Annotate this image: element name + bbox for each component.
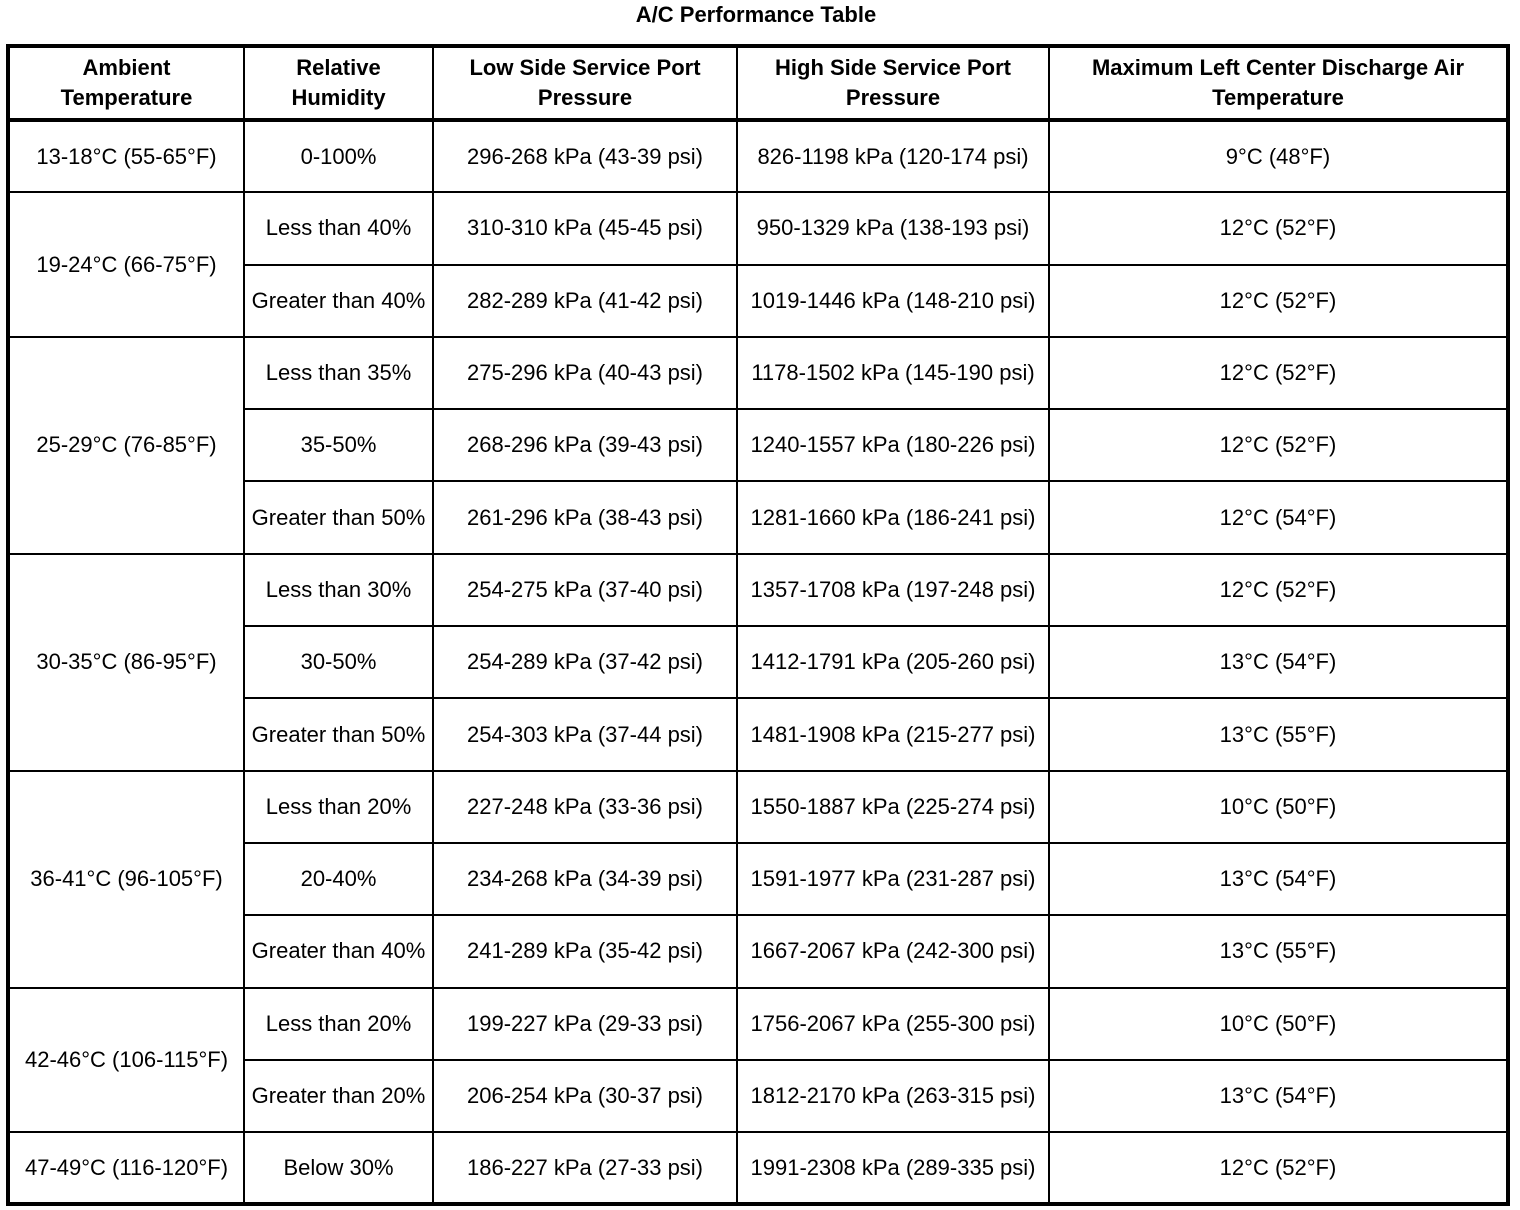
high-side-pressure-cell: 1357-1708 kPa (197-248 psi) — [737, 554, 1049, 626]
discharge-air-temperature-cell: 10°C (50°F) — [1049, 771, 1508, 843]
header-high-side-pressure: High Side Service Port Pressure — [737, 46, 1049, 120]
low-side-pressure-cell: 186-227 kPa (27-33 psi) — [433, 1132, 737, 1204]
relative-humidity-cell: Less than 35% — [244, 337, 433, 409]
discharge-air-temperature-cell: 12°C (52°F) — [1049, 192, 1508, 264]
low-side-pressure-cell: 227-248 kPa (33-36 psi) — [433, 771, 737, 843]
low-side-pressure-cell: 199-227 kPa (29-33 psi) — [433, 988, 737, 1060]
low-side-pressure-cell: 282-289 kPa (41-42 psi) — [433, 265, 737, 337]
low-side-pressure-cell: 241-289 kPa (35-42 psi) — [433, 915, 737, 987]
relative-humidity-cell: Greater than 20% — [244, 1060, 433, 1132]
relative-humidity-cell: 0-100% — [244, 120, 433, 192]
high-side-pressure-cell: 1812-2170 kPa (263-315 psi) — [737, 1060, 1049, 1132]
high-side-pressure-cell: 1412-1791 kPa (205-260 psi) — [737, 626, 1049, 698]
discharge-air-temperature-cell: 12°C (52°F) — [1049, 409, 1508, 481]
high-side-pressure-cell: 1991-2308 kPa (289-335 psi) — [737, 1132, 1049, 1204]
ambient-temperature-cell: 42-46°C (106-115°F) — [8, 988, 244, 1133]
relative-humidity-cell: Greater than 40% — [244, 265, 433, 337]
low-side-pressure-cell: 254-275 kPa (37-40 psi) — [433, 554, 737, 626]
high-side-pressure-cell: 1667-2067 kPa (242-300 psi) — [737, 915, 1049, 987]
low-side-pressure-cell: 206-254 kPa (30-37 psi) — [433, 1060, 737, 1132]
ambient-temperature-cell: 47-49°C (116-120°F) — [8, 1132, 244, 1204]
header-row — [8, 46, 1508, 120]
table-title: A/C Performance Table — [635, 2, 877, 27]
relative-humidity-cell: Greater than 40% — [244, 915, 433, 987]
ambient-temperature-cell: 25-29°C (76-85°F) — [8, 337, 244, 554]
table-row — [8, 192, 1508, 264]
low-side-pressure-cell: 275-296 kPa (40-43 psi) — [433, 337, 737, 409]
relative-humidity-cell: Less than 40% — [244, 192, 433, 264]
discharge-air-temperature-cell: 12°C (52°F) — [1049, 1132, 1508, 1204]
ambient-temperature-cell: 13-18°C (55-65°F) — [8, 120, 244, 192]
relative-humidity-cell: Below 30% — [244, 1132, 433, 1204]
discharge-air-temperature-cell: 13°C (54°F) — [1049, 626, 1508, 698]
ambient-temperature-cell: 30-35°C (86-95°F) — [8, 554, 244, 771]
header-ambient-temperature: Ambient Temperature — [8, 46, 244, 120]
discharge-air-temperature-cell: 12°C (52°F) — [1049, 265, 1508, 337]
table-row — [8, 988, 1508, 1060]
high-side-pressure-cell: 1240-1557 kPa (180-226 psi) — [737, 409, 1049, 481]
low-side-pressure-cell: 234-268 kPa (34-39 psi) — [433, 843, 737, 915]
header-discharge-air-temperature: Maximum Left Center Discharge Air Temperature — [1049, 46, 1508, 120]
table-row — [8, 554, 1508, 626]
table-row — [8, 120, 1508, 192]
ambient-temperature-cell: 19-24°C (66-75°F) — [8, 192, 244, 337]
ac-performance-table — [6, 44, 1510, 1206]
header-low-side-pressure: Low Side Service Port Pressure — [433, 46, 737, 120]
low-side-pressure-cell: 254-303 kPa (37-44 psi) — [433, 698, 737, 770]
high-side-pressure-cell: 1281-1660 kPa (186-241 psi) — [737, 481, 1049, 553]
relative-humidity-cell: Less than 30% — [244, 554, 433, 626]
discharge-air-temperature-cell: 10°C (50°F) — [1049, 988, 1508, 1060]
high-side-pressure-cell: 1481-1908 kPa (215-277 psi) — [737, 698, 1049, 770]
low-side-pressure-cell: 296-268 kPa (43-39 psi) — [433, 120, 737, 192]
low-side-pressure-cell: 310-310 kPa (45-45 psi) — [433, 192, 737, 264]
table-row — [8, 1132, 1508, 1204]
relative-humidity-cell: 20-40% — [244, 843, 433, 915]
discharge-air-temperature-cell: 13°C (54°F) — [1049, 1060, 1508, 1132]
discharge-air-temperature-cell: 13°C (54°F) — [1049, 843, 1508, 915]
discharge-air-temperature-cell: 13°C (55°F) — [1049, 915, 1508, 987]
header-relative-humidity: Relative Humidity — [244, 46, 433, 120]
high-side-pressure-cell: 1756-2067 kPa (255-300 psi) — [737, 988, 1049, 1060]
relative-humidity-cell: Less than 20% — [244, 988, 433, 1060]
low-side-pressure-cell: 254-289 kPa (37-42 psi) — [433, 626, 737, 698]
high-side-pressure-cell: 950-1329 kPa (138-193 psi) — [737, 192, 1049, 264]
discharge-air-temperature-cell: 12°C (52°F) — [1049, 554, 1508, 626]
relative-humidity-cell: Greater than 50% — [244, 698, 433, 770]
table-row — [8, 337, 1508, 409]
table-row — [8, 771, 1508, 843]
ambient-temperature-cell: 36-41°C (96-105°F) — [8, 771, 244, 988]
discharge-air-temperature-cell: 12°C (54°F) — [1049, 481, 1508, 553]
high-side-pressure-cell: 1591-1977 kPa (231-287 psi) — [737, 843, 1049, 915]
high-side-pressure-cell: 1019-1446 kPa (148-210 psi) — [737, 265, 1049, 337]
relative-humidity-cell: 30-50% — [244, 626, 433, 698]
high-side-pressure-cell: 826-1198 kPa (120-174 psi) — [737, 120, 1049, 192]
discharge-air-temperature-cell: 9°C (48°F) — [1049, 120, 1508, 192]
low-side-pressure-cell: 268-296 kPa (39-43 psi) — [433, 409, 737, 481]
relative-humidity-cell: Greater than 50% — [244, 481, 433, 553]
relative-humidity-cell: Less than 20% — [244, 771, 433, 843]
discharge-air-temperature-cell: 13°C (55°F) — [1049, 698, 1508, 770]
low-side-pressure-cell: 261-296 kPa (38-43 psi) — [433, 481, 737, 553]
table-body — [8, 120, 1508, 1204]
high-side-pressure-cell: 1550-1887 kPa (225-274 psi) — [737, 771, 1049, 843]
relative-humidity-cell: 35-50% — [244, 409, 433, 481]
high-side-pressure-cell: 1178-1502 kPa (145-190 psi) — [737, 337, 1049, 409]
discharge-air-temperature-cell: 12°C (52°F) — [1049, 337, 1508, 409]
